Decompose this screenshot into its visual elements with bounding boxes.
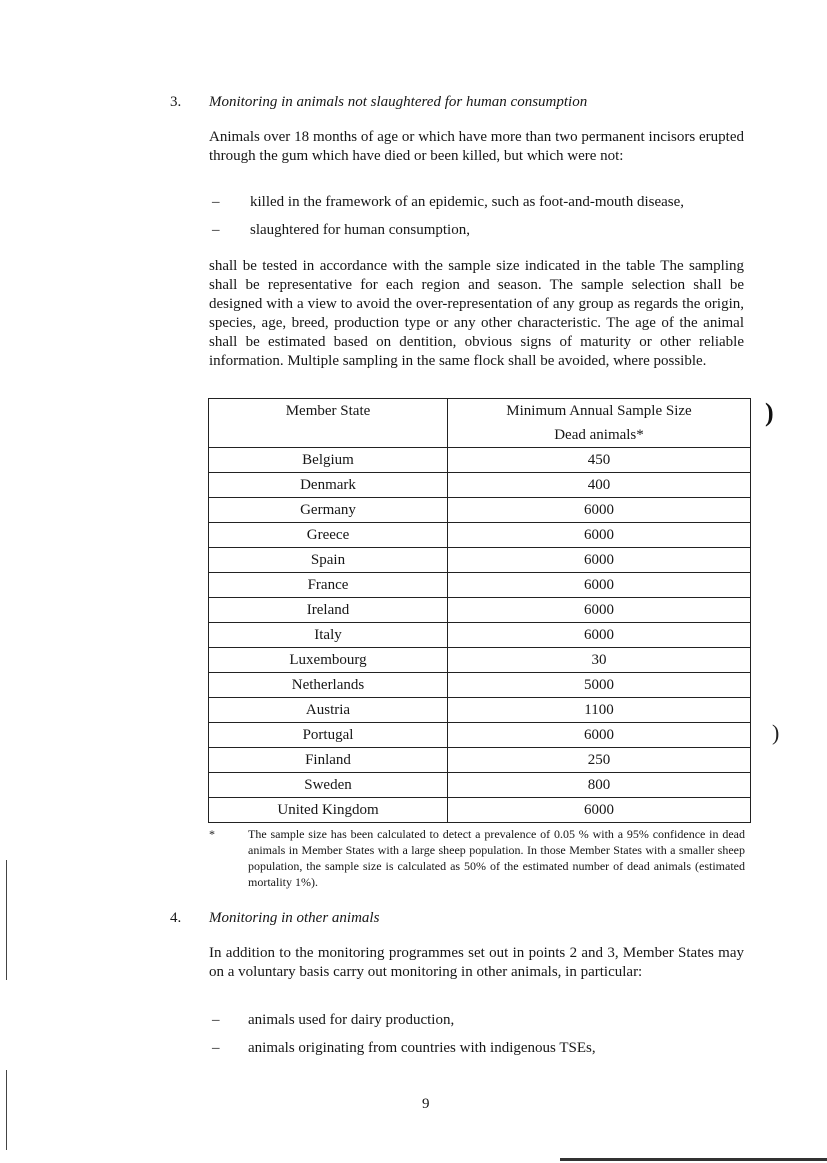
cell-size: 250: [448, 748, 751, 773]
column-header-sample-size: [448, 399, 751, 448]
bullet-text: killed in the framework of an epidemic, such as foot-and-mouth disease,: [250, 194, 685, 210]
table-row: [209, 748, 751, 773]
table-row: [209, 673, 751, 698]
cell-state: Luxembourg: [209, 648, 448, 673]
table-row: [209, 723, 751, 748]
cell-size: 6000: [448, 798, 751, 823]
cell-state: Italy: [209, 623, 448, 648]
cell-state: United Kingdom: [209, 798, 448, 823]
column-header-line-1: Minimum Annual Sample Size: [506, 403, 692, 419]
table-row: [209, 623, 751, 648]
section-3-title: Monitoring in animals not slaughtered for human consumption: [209, 94, 588, 110]
cell-state: Portugal: [209, 723, 448, 748]
section-4-title: Monitoring in other animals: [209, 910, 380, 926]
cell-state: Finland: [209, 748, 448, 773]
cell-state: Germany: [209, 498, 448, 523]
section-3-number: 3.: [170, 94, 182, 110]
cell-size: 5000: [448, 673, 751, 698]
cell-size: 400: [448, 473, 751, 498]
page-number: 9: [422, 1096, 430, 1112]
cell-state: Spain: [209, 548, 448, 573]
cell-size: 6000: [448, 623, 751, 648]
scan-mark-paren-lower: ): [772, 720, 780, 745]
cell-size: 6000: [448, 498, 751, 523]
cell-state: Austria: [209, 698, 448, 723]
cell-state: Sweden: [209, 773, 448, 798]
section-3-intro: Animals over 18 months of age or which have more than two permanent incisors erupted through the gum which have died or been killed, but which were not:: [209, 129, 744, 164]
cell-size: 6000: [448, 548, 751, 573]
cell-size: 1100: [448, 698, 751, 723]
table-row: [209, 598, 751, 623]
table-row: [209, 473, 751, 498]
bullet-text: slaughtered for human consumption,: [250, 222, 470, 238]
table-header-row: [209, 399, 751, 448]
cell-state: Netherlands: [209, 673, 448, 698]
bullet-dash: –: [212, 194, 220, 210]
bullet-dash: –: [212, 222, 220, 238]
section-4-intro: In addition to the monitoring programmes set out in points 2 and 3, Member States may on a voluntary basis carry out monitoring in other animals, in particular:: [209, 945, 744, 980]
table-row: [209, 648, 751, 673]
cell-size: 800: [448, 773, 751, 798]
cell-size: 450: [448, 448, 751, 473]
bullet-text: animals originating from countries with indigenous TSEs,: [248, 1040, 596, 1056]
cell-size: 6000: [448, 573, 751, 598]
cell-size: 6000: [448, 523, 751, 548]
table-row: [209, 798, 751, 823]
sample-size-table: [208, 398, 751, 823]
scan-edge-left-lower: [6, 1070, 7, 1150]
table-row: [209, 573, 751, 598]
cell-size: 6000: [448, 598, 751, 623]
column-header-line-2: Dead animals*: [554, 427, 644, 443]
footnote-marker: *: [209, 827, 215, 841]
table-row: [209, 548, 751, 573]
cell-state: Ireland: [209, 598, 448, 623]
table-row: [209, 498, 751, 523]
section-3-body: shall be tested in accordance with the sample size indicated in the table The sampling shall be representative for each region and season. The sample selection shall be designed with a view to avoid the over-representation of any group as regards the origin, species, age, breed, production type or any other characteristic. The age of the animal shall be estimated based on dentition, obvious signs of maturity or other reliable information. Multiple sampling in the same flock shall be avoided, where possible.: [209, 258, 744, 369]
scan-edge-left: [6, 860, 7, 980]
bullet-dash: –: [212, 1012, 220, 1028]
scan-mark-paren: ): [765, 398, 774, 427]
cell-state: Belgium: [209, 448, 448, 473]
cell-state: Denmark: [209, 473, 448, 498]
cell-size: 30: [448, 648, 751, 673]
cell-size: 6000: [448, 723, 751, 748]
cell-state: France: [209, 573, 448, 598]
table-row: [209, 698, 751, 723]
table-row: [209, 773, 751, 798]
table-row: [209, 448, 751, 473]
bullet-text: animals used for dairy production,: [248, 1012, 455, 1028]
cell-state: Greece: [209, 523, 448, 548]
table-row: [209, 523, 751, 548]
section-4-number: 4.: [170, 910, 182, 926]
footnote-text: The sample size has been calculated to detect a prevalence of 0.05 % with a 95% confidence in dead animals in Member States with a large sheep population. In those Member States with a smaller sheep population, the sample size is calculated as 50% of the estimated number of dead animals (estimated mortality 1%).: [248, 827, 745, 889]
bullet-dash: –: [212, 1040, 220, 1056]
scan-edge-bottom: [560, 1158, 827, 1161]
column-header-member-state: Member State: [209, 399, 448, 448]
